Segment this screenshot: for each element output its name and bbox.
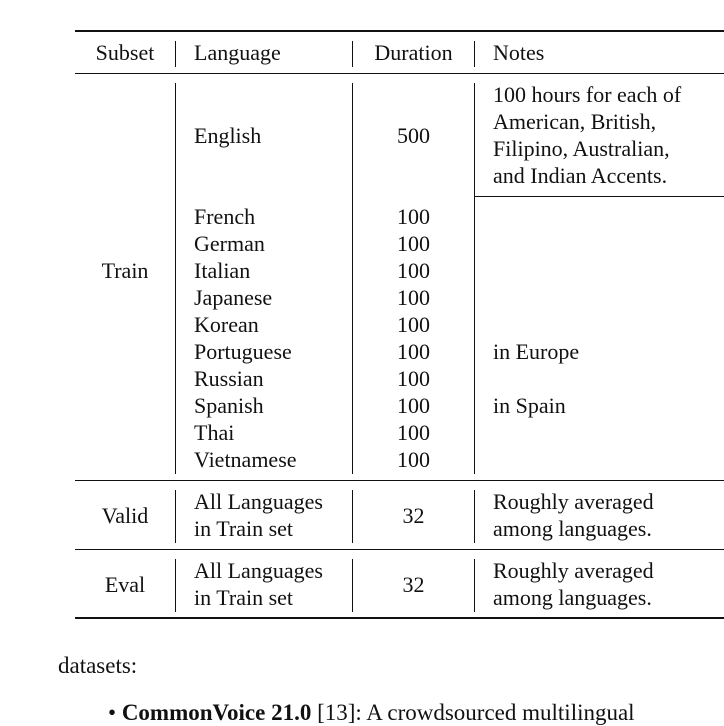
notes-line: 100 hours for each of <box>493 82 682 107</box>
train-language: Vietnamese <box>194 447 297 472</box>
col-sep <box>474 490 475 543</box>
eval-notes <box>493 557 654 611</box>
train-language: Korean <box>194 312 259 337</box>
language-line: All Languages <box>194 489 323 514</box>
valid-language <box>194 488 323 542</box>
bullet-marker: • <box>108 700 117 725</box>
train-duration: 100 <box>397 312 430 337</box>
train-note <box>493 311 579 338</box>
train-english-notes <box>493 81 681 189</box>
train-language: Portuguese <box>194 339 292 364</box>
train-duration: 100 <box>397 447 430 472</box>
train-duration: 100 <box>397 231 430 256</box>
notes-line: and Indian Accents. <box>493 163 668 188</box>
train-language: Spanish <box>194 393 264 418</box>
valid-duration: 32 <box>402 503 425 528</box>
train-duration: 100 <box>397 366 430 391</box>
eval-duration: 32 <box>402 572 425 597</box>
language-line: All Languages <box>194 558 323 583</box>
train-duration: 100 <box>397 420 430 445</box>
notes-line: among languages. <box>493 516 652 541</box>
language-line: in Train set <box>194 516 294 541</box>
datasets-label: datasets: <box>58 653 138 678</box>
notes-line: among languages. <box>493 585 652 610</box>
train-language: French <box>194 204 256 229</box>
language-line: in Train set <box>194 585 294 610</box>
eval-language <box>194 557 323 611</box>
train-english-language: English <box>194 123 262 148</box>
col-sep <box>175 83 176 474</box>
train-language-list <box>194 203 297 473</box>
train-duration: 100 <box>397 393 430 418</box>
col-sep <box>474 41 475 67</box>
table-top-rule <box>75 30 724 32</box>
notes-partial-rule <box>475 196 724 197</box>
train-language: German <box>194 231 265 256</box>
header-notes: Notes <box>493 40 545 65</box>
valid-notes <box>493 488 654 542</box>
col-sep <box>175 559 176 612</box>
notes-line: Filipino, Australian, <box>493 136 670 161</box>
col-sep <box>175 490 176 543</box>
train-duration-list <box>353 203 474 473</box>
subset-eval: Eval <box>104 572 146 597</box>
bullet-text: [13]: A crowdsourced multilingual <box>311 700 635 725</box>
notes-line: Roughly averaged <box>493 558 654 583</box>
col-sep <box>175 41 176 67</box>
train-duration: 100 <box>397 285 430 310</box>
subset-train: Train <box>101 258 149 283</box>
train-valid-rule <box>75 480 724 481</box>
train-note: in Europe <box>493 339 580 364</box>
notes-line: American, British, <box>493 109 657 134</box>
train-duration: 100 <box>397 339 430 364</box>
train-duration: 100 <box>397 204 430 229</box>
header-rule <box>75 73 724 74</box>
train-note <box>493 203 579 230</box>
train-note <box>493 365 579 392</box>
train-note: in Spain <box>493 393 566 418</box>
bullet-bold-title: CommonVoice 21.0 <box>121 700 312 725</box>
col-sep <box>474 83 475 474</box>
valid-eval-rule <box>75 549 724 550</box>
train-english-duration: 500 <box>397 123 430 148</box>
subset-valid: Valid <box>101 503 149 528</box>
train-note <box>493 446 579 473</box>
train-language: Russian <box>194 366 264 391</box>
train-note <box>493 230 579 257</box>
train-note <box>493 284 579 311</box>
header-duration: Duration <box>374 40 453 65</box>
train-note <box>493 419 579 446</box>
train-language: Italian <box>194 258 251 283</box>
col-sep <box>474 559 475 612</box>
header-language: Language <box>194 40 281 65</box>
table-bottom-rule <box>75 617 724 619</box>
train-note <box>493 257 579 284</box>
notes-line: Roughly averaged <box>493 489 654 514</box>
train-duration: 100 <box>397 258 430 283</box>
bullet-item <box>108 700 635 726</box>
train-language: Japanese <box>194 285 273 310</box>
train-notes-list <box>493 203 579 473</box>
train-language: Thai <box>194 420 235 445</box>
header-subset: Subset <box>95 40 155 65</box>
